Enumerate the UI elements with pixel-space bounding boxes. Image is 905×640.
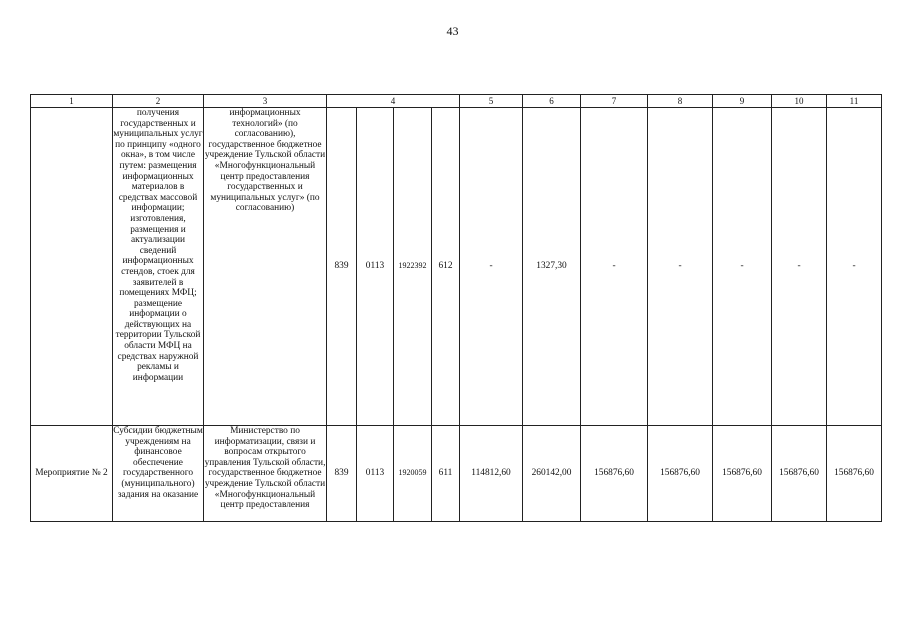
code-cell: 0113 (357, 426, 394, 522)
value-cell: 156876,60 (581, 426, 648, 522)
header-cell: 7 (581, 95, 648, 108)
description-cell: получения государственных и муниципальных услуг по принципу «одного окна», в том числе путем: размещения информационных материалов в средствах массовой информации; изготовления, размещения и актуализации сведений информационных стендов, стоек для заявителей в помещениях МФЦ; размещение информации о действующих на территории Тульской области МФЦ на средствах наружной рекламы и информации (113, 108, 204, 426)
description-cell: Субсидии бюджетным учреждениям на финансовое обеспечение государственного (муниципального) задания на оказание (113, 426, 204, 522)
code-cell: 611 (432, 426, 460, 522)
code-cell: 1920059 (394, 426, 432, 522)
code-cell: 839 (327, 426, 357, 522)
code-cell: 1922392 (394, 108, 432, 426)
header-cell: 8 (648, 95, 713, 108)
executor-cell: информационных технологий» (по согласованию), государственное бюджетное учреждение Тульской области «Многофункциональный центр предоставления государственных и муниципальных услуг» (по согласованию) (204, 108, 327, 426)
header-cell: 4 (327, 95, 460, 108)
header-cell: 9 (713, 95, 772, 108)
budget-table (30, 94, 882, 522)
value-cell: - (581, 108, 648, 426)
executor-cell: Министерство по информатизации, связи и вопросам открытого управления Тульской области, государственное бюджетное учреждение Тульской области «Многофункциональный центр предоставления (204, 426, 327, 522)
value-cell: 156876,60 (772, 426, 827, 522)
header-cell: 6 (523, 95, 581, 108)
table-row (31, 108, 882, 426)
header-cell: 11 (827, 95, 882, 108)
table-row (31, 426, 882, 522)
value-cell: 114812,60 (460, 426, 523, 522)
code-cell: 0113 (357, 108, 394, 426)
value-cell: - (772, 108, 827, 426)
code-cell: 612 (432, 108, 460, 426)
value-cell: 1327,30 (523, 108, 581, 426)
activity-name-cell: Мероприятие № 2 (31, 426, 113, 522)
value-cell: - (648, 108, 713, 426)
activity-name-cell (31, 108, 113, 426)
value-cell: 156876,60 (713, 426, 772, 522)
header-cell: 1 (31, 95, 113, 108)
header-cell: 10 (772, 95, 827, 108)
header-cell: 2 (113, 95, 204, 108)
header-cell: 3 (204, 95, 327, 108)
value-cell: 156876,60 (648, 426, 713, 522)
page-number: 43 (446, 24, 459, 38)
header-cell: 5 (460, 95, 523, 108)
value-cell: - (460, 108, 523, 426)
value-cell: - (827, 108, 882, 426)
code-cell: 839 (327, 108, 357, 426)
value-cell: 260142,00 (523, 426, 581, 522)
header-row (31, 95, 882, 108)
value-cell: 156876,60 (827, 426, 882, 522)
value-cell: - (713, 108, 772, 426)
